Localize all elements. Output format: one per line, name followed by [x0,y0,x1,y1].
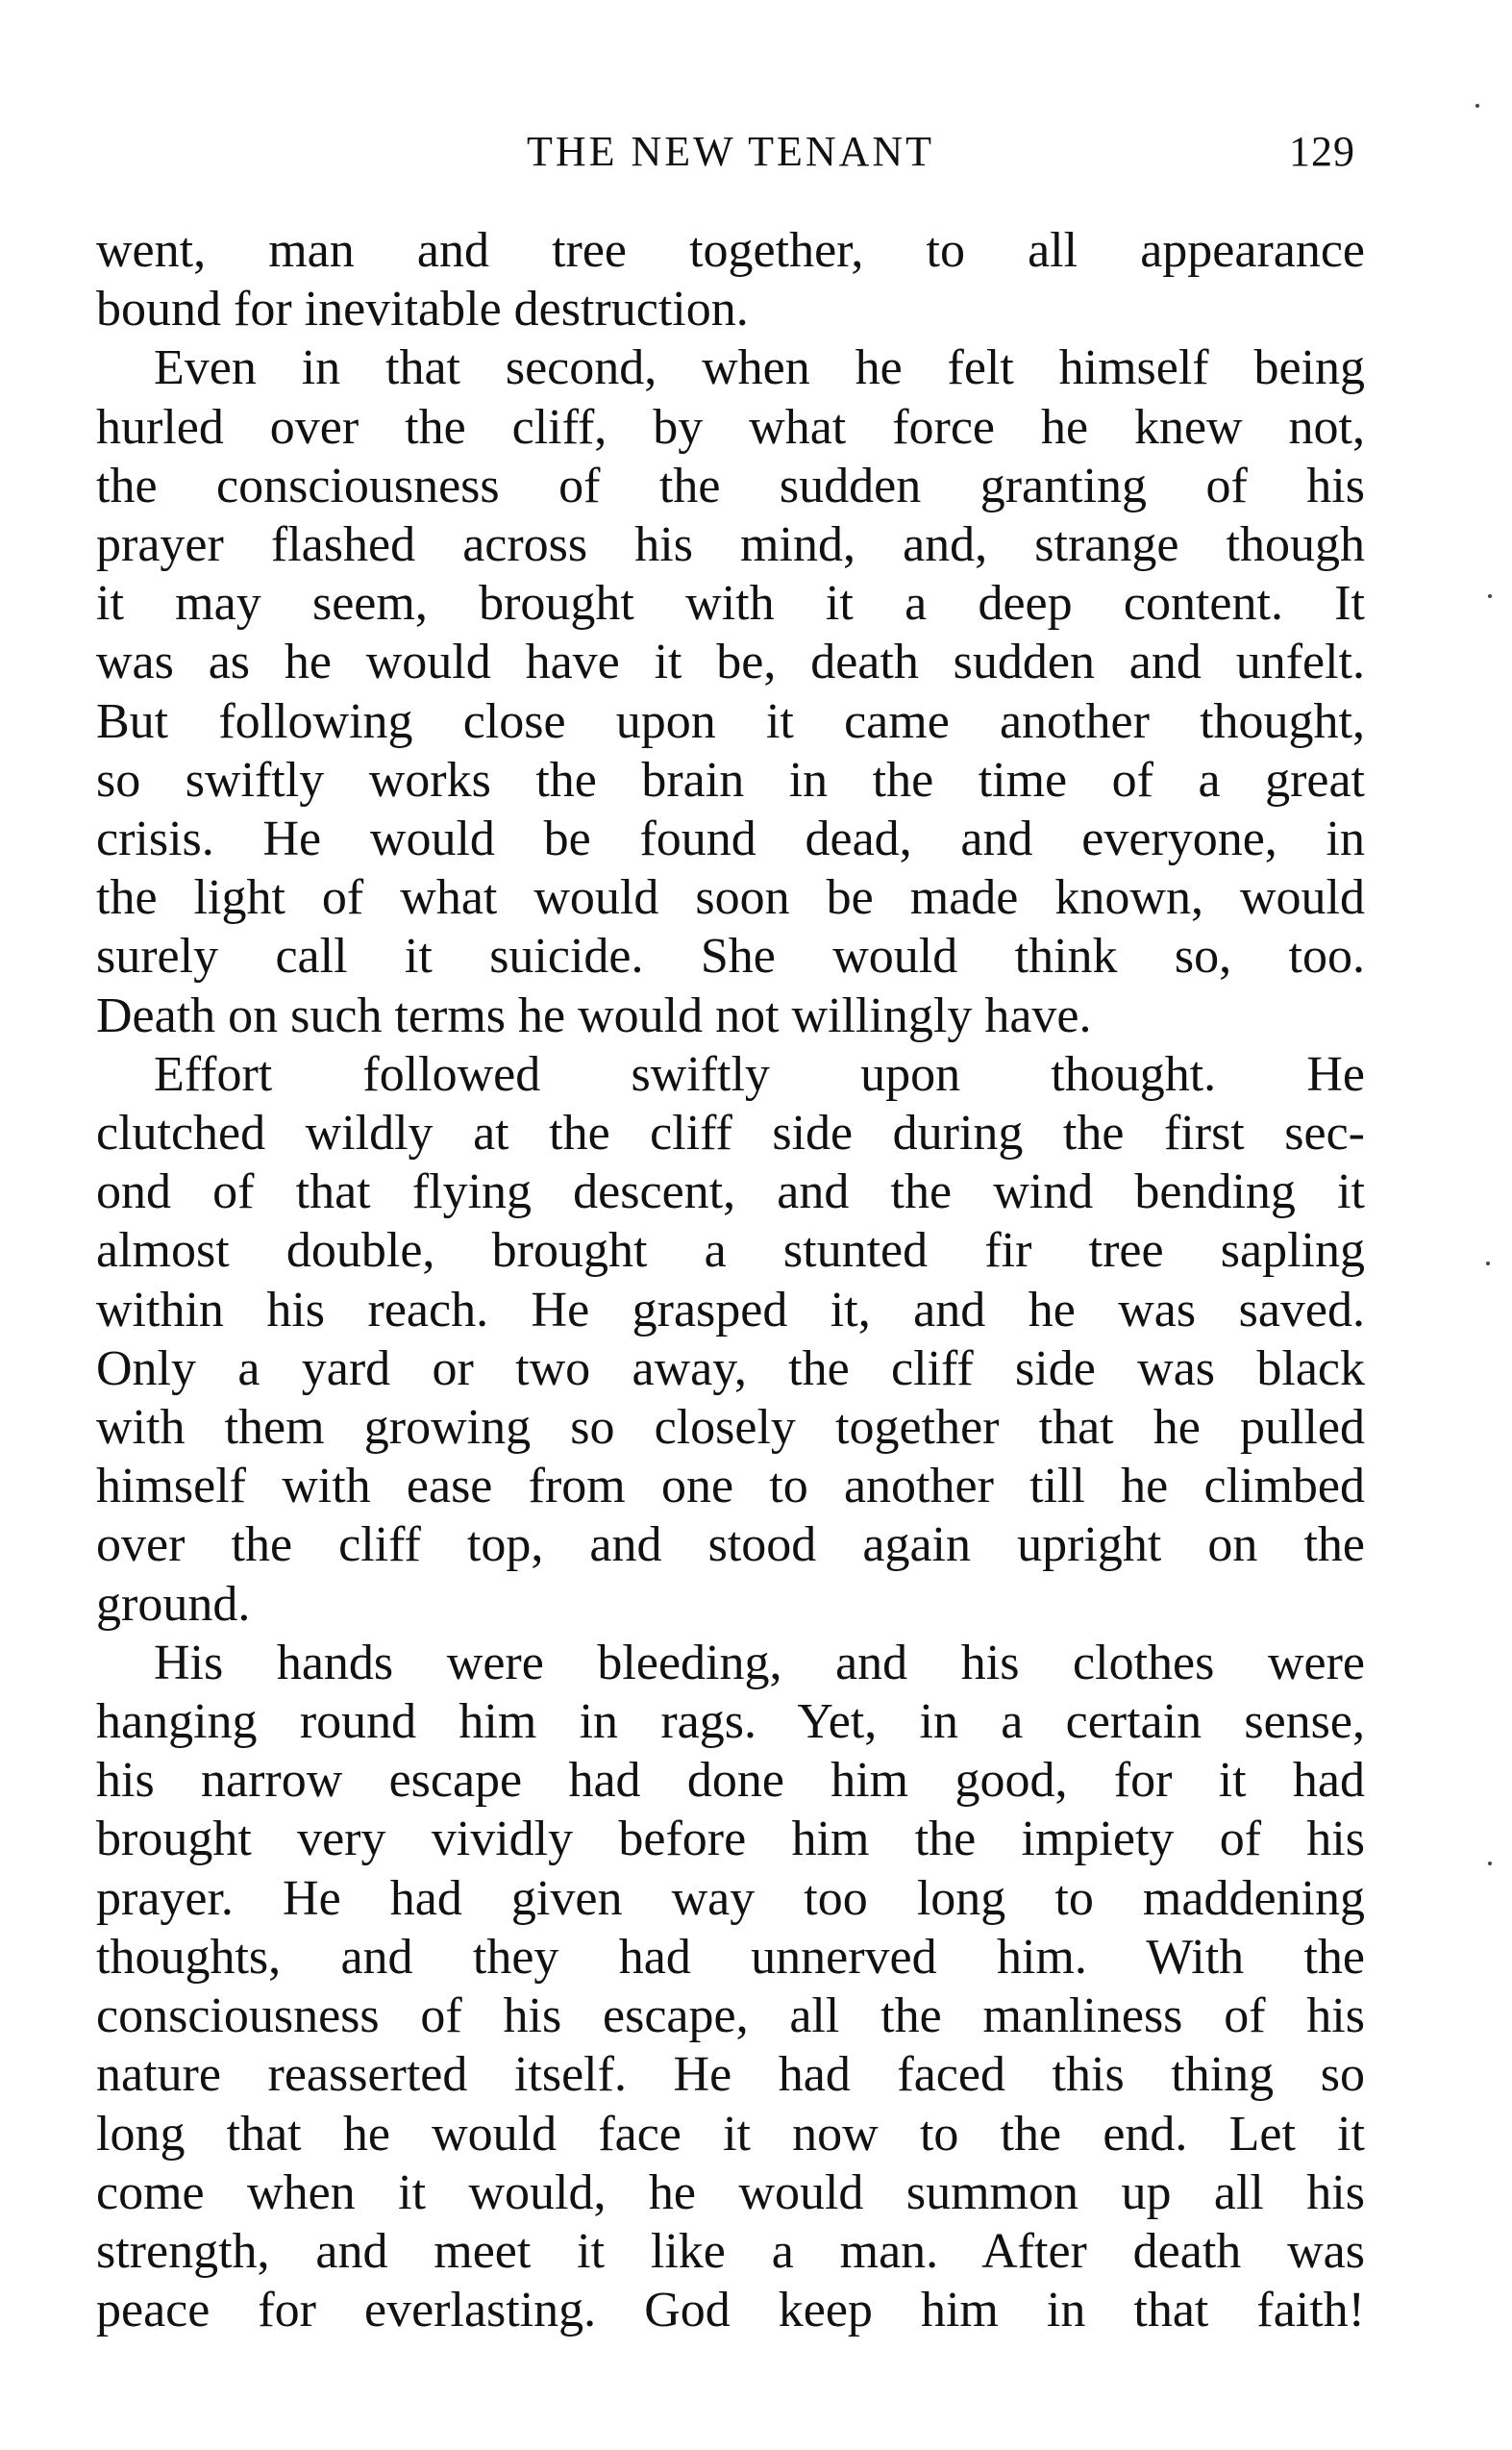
text-line: strength, and meet it like a man. After death was [96,2223,1365,2279]
text-line: the consciousness of the sudden granting of his [96,458,1365,513]
text-line: with them growing so closely together that he pulled [96,1400,1365,1456]
text-line: thoughts, and they had unnerved him. With the [96,1929,1365,1985]
text-line: prayer flashed across his mind, and, strange though [96,517,1365,573]
running-title: THE NEW TENANT [526,128,935,175]
body-text [96,221,1365,2339]
page-header [96,127,1365,194]
text-line: long that he would face it now to the end. Let it [96,2106,1365,2162]
text-line: ground. [96,1576,251,1632]
margin-speck [1475,104,1479,108]
text-line: hurled over the cliff, by what force he knew not, [96,399,1365,455]
text-line: come when it would, he would summon up all his [96,2164,1365,2220]
margin-speck [1486,1262,1490,1265]
page-number: 129 [1289,128,1355,175]
text-line: ond of that flying descent, and the wind bending it [96,1164,1365,1220]
text-line: went, man and tree together, to all appearance [96,223,1365,278]
text-line: over the cliff top, and stood again upright on the [96,1517,1365,1573]
text-line: peace for everlasting. God keep him in that faith! [96,2283,1365,2338]
text-line: it may seem, brought with it a deep content. It [96,576,1365,632]
text-line: so swiftly works the brain in the time of a great [96,752,1365,808]
text-line: consciousness of his escape, all the manliness of his [96,1988,1365,2044]
text-line: crisis. He would be found dead, and everyone, in [96,812,1365,867]
text-line: But following close upon it came another thought, [96,693,1365,749]
text-line: hanging round him in rags. Yet, in a certain sense, [96,1694,1365,1750]
text-line: surely call it suicide. She would think so, too. [96,929,1365,985]
text-line: within his reach. He grasped it, and he was saved. [96,1282,1365,1338]
text-line: clutched wildly at the cliff side during the first sec- [96,1106,1365,1162]
margin-speck [1488,594,1492,598]
text-line: Only a yard or two away, the cliff side was black [96,1340,1365,1396]
text-line: himself with ease from one to another till he climbed [96,1459,1365,1514]
paragraph-first-line: Even in that second, when he felt himself being [154,340,1365,396]
paragraph-first-line: His hands were bleeding, and his clothes were [154,1635,1365,1690]
text-line: the light of what would soon be made known, would [96,870,1365,926]
paragraph-first-line: Effort followed swiftly upon thought. He [154,1046,1365,1102]
text-line: his narrow escape had done him good, for it had [96,1753,1365,1809]
text-line: bound for inevitable destruction. [96,282,749,338]
text-line: Death on such terms he would not willingly have. [96,988,1092,1043]
text-line: brought very vividly before him the impiety of his [96,1812,1365,1867]
text-line: prayer. He had given way too long to maddening [96,1870,1365,1926]
text-line: nature reasserted itself. He had faced this thing so [96,2047,1365,2103]
text-line: almost double, brought a stunted fir tree sapling [96,1223,1365,1279]
margin-speck [1488,1862,1492,1865]
text-line: was as he would have it be, death sudden and unfelt. [96,635,1365,690]
